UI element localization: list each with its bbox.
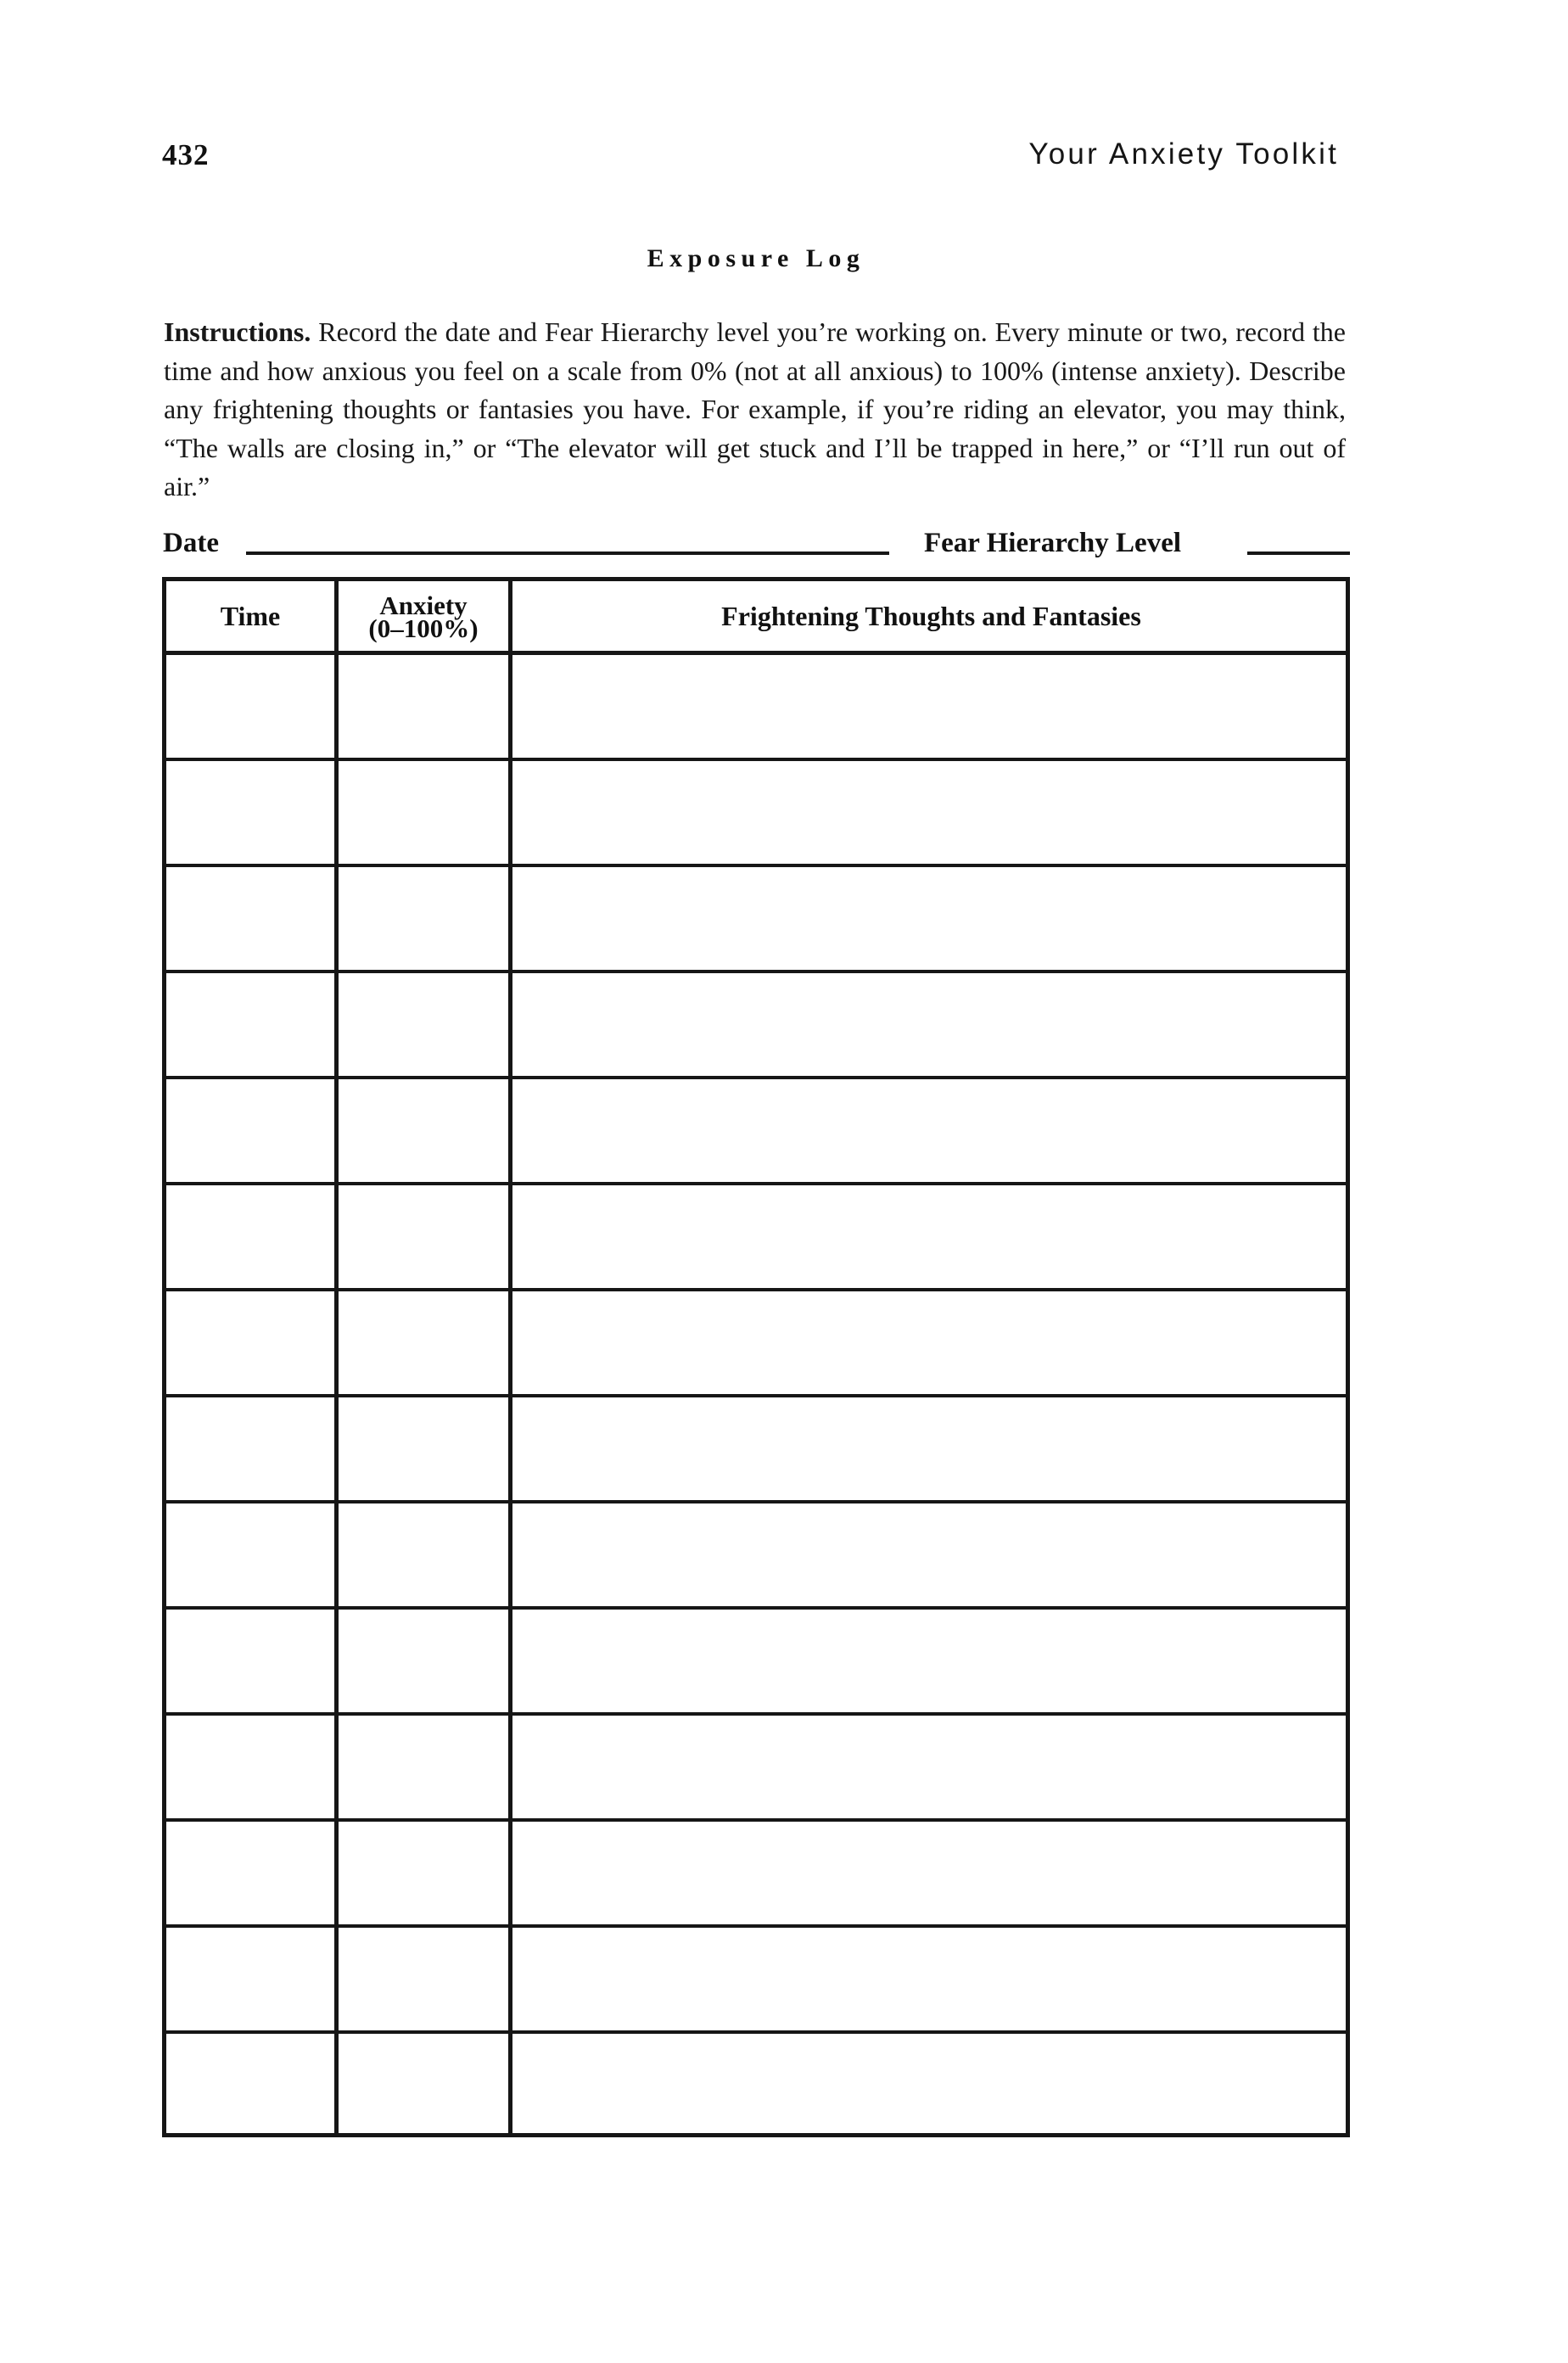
table-row [166, 1716, 1346, 1822]
page-number: 432 [162, 138, 210, 171]
date-field[interactable] [246, 552, 889, 555]
time-cell[interactable] [166, 1079, 334, 1182]
time-cell[interactable] [166, 867, 334, 970]
anxiety-cell[interactable] [339, 1610, 508, 1712]
time-cell[interactable] [166, 1610, 334, 1712]
date-label: Date [163, 528, 219, 558]
table-row [166, 655, 1346, 761]
fear-hierarchy-level-field[interactable] [1247, 552, 1350, 555]
instructions-lead: Instructions. [164, 316, 311, 347]
anxiety-cell[interactable] [339, 973, 508, 1076]
thoughts-cell[interactable] [512, 1928, 1350, 2030]
column-header-thoughts: Frightening Thoughts and Fantasies [721, 600, 1141, 631]
thoughts-cell[interactable] [512, 1503, 1350, 1606]
time-cell[interactable] [166, 1397, 334, 1500]
thoughts-cell[interactable] [512, 1716, 1350, 1818]
table-row [166, 1397, 1346, 1503]
time-cell[interactable] [166, 761, 334, 864]
time-cell[interactable] [166, 1503, 334, 1606]
instructions-paragraph [164, 313, 1346, 507]
table-row [166, 2034, 1346, 2140]
table-row [166, 761, 1346, 867]
table-row [166, 1079, 1346, 1185]
time-cell[interactable] [166, 1822, 334, 1924]
time-cell[interactable] [166, 1291, 334, 1394]
anxiety-cell[interactable] [339, 1822, 508, 1924]
table-header-row [166, 581, 1346, 655]
time-cell[interactable] [166, 1716, 334, 1818]
column-header-anxiety-line2: (0–100%) [368, 613, 479, 643]
thoughts-cell[interactable] [512, 2034, 1350, 2140]
table-row [166, 1610, 1346, 1716]
table-row [166, 1822, 1346, 1928]
anxiety-cell[interactable] [339, 1079, 508, 1182]
anxiety-cell[interactable] [339, 867, 508, 970]
thoughts-cell[interactable] [512, 761, 1350, 864]
time-cell[interactable] [166, 973, 334, 1076]
anxiety-cell[interactable] [339, 655, 508, 758]
time-cell[interactable] [166, 2034, 334, 2140]
anxiety-cell[interactable] [339, 761, 508, 864]
table-row [166, 867, 1346, 973]
thoughts-cell[interactable] [512, 1185, 1350, 1288]
table-body [166, 655, 1346, 2140]
column-header-time: Time [220, 600, 281, 631]
anxiety-cell[interactable] [339, 1716, 508, 1818]
thoughts-cell[interactable] [512, 1291, 1350, 1394]
column-header-anxiety-line1: Anxiety [379, 591, 468, 620]
thoughts-cell[interactable] [512, 655, 1350, 758]
table-row [166, 973, 1346, 1079]
page-title: Exposure Log [647, 244, 865, 272]
fear-hierarchy-level-label: Fear Hierarchy Level [924, 528, 1182, 558]
time-cell[interactable] [166, 1185, 334, 1288]
anxiety-cell[interactable] [339, 1397, 508, 1500]
anxiety-cell[interactable] [339, 2034, 508, 2140]
thoughts-cell[interactable] [512, 1079, 1350, 1182]
table-row [166, 1291, 1346, 1397]
column-header-anxiety [339, 581, 508, 651]
anxiety-cell[interactable] [339, 1185, 508, 1288]
anxiety-cell[interactable] [339, 1291, 508, 1394]
anxiety-cell[interactable] [339, 1928, 508, 2030]
instructions-body: Record the date and Fear Hierarchy level you’re working on. Every minute or two, record the time and how anxious you feel on a scale from 0% (not at all anxious) to 100% (intense anxiety). Describe any frightening thoughts or fantasies you have. For example, if you’re riding an elevator, you may think, “The walls are closing in,” or “The elevator will get stuck and I’ll be trapped in here,” or “I’ll run out of air.” [164, 316, 1346, 501]
table-row [166, 1928, 1346, 2034]
thoughts-cell[interactable] [512, 1610, 1350, 1712]
time-cell[interactable] [166, 1928, 334, 2030]
time-cell[interactable] [166, 655, 334, 758]
thoughts-cell[interactable] [512, 1822, 1350, 1924]
anxiety-cell[interactable] [339, 1503, 508, 1606]
table-row [166, 1503, 1346, 1610]
thoughts-cell[interactable] [512, 1397, 1350, 1500]
table-row [166, 1185, 1346, 1291]
running-head: Your Anxiety Toolkit [1028, 137, 1339, 171]
thoughts-cell[interactable] [512, 867, 1350, 970]
thoughts-cell[interactable] [512, 973, 1350, 1076]
exposure-log-table [162, 577, 1350, 2137]
